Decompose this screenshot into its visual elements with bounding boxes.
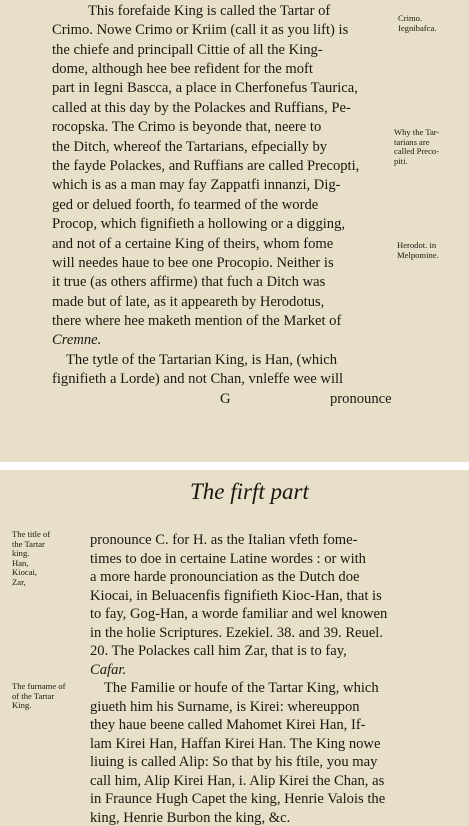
signature-mark: G	[220, 391, 231, 407]
text-line: pronounce C. for H. as the Italian vfeth fome-	[90, 532, 358, 548]
text-line: there where hee maketh mention of the Market of	[52, 313, 342, 329]
text-line: the fayde Polackes, and Ruffians are called Precopti,	[52, 158, 360, 174]
text-line: it true (as others affirme) that fuch a Ditch was	[52, 274, 326, 290]
text-line: in the holie Scriptures. Ezekiel. 38. and 39. Reuel.	[90, 625, 384, 641]
text-line: dome, although hee bee refident for the moft	[52, 61, 313, 77]
text-line: they haue beene called Mahomet Kirei Han, If-	[90, 717, 366, 733]
text-line: call him, Alip Kirei Han, i. Alip Kirei the Chan, as	[90, 773, 385, 789]
text-line: Procop, which fignifieth a hollowing or a digging,	[52, 216, 346, 232]
text-line: to fay, Gog-Han, a worde familiar and wel knowen	[90, 606, 388, 622]
text-line: lam Kirei Han, Haffan Kirei Han. The King nowe	[90, 736, 381, 752]
text-line: the chiefe and principall Cittie of all the King-	[52, 42, 323, 58]
text-line: in Fraunce Hugh Capet the king, Henrie Valois the	[90, 791, 386, 807]
catchword: pronounce	[330, 391, 392, 407]
text-line: The Familie or houfe of the Tartar King, which	[104, 680, 379, 696]
text-line: king, Henrie Burbon the king, &c.	[90, 810, 291, 826]
text-line: will needes haue to bee one Procopio. Neither is	[52, 255, 334, 271]
margin-note-crimo: Crimo. Iegnibafca.	[398, 13, 437, 33]
text-line: which is as a man may fay Zappatfi innanzi, Dig-	[52, 177, 341, 193]
text-line: 20. The Polackes call him Zar, that is to fay,	[90, 643, 347, 659]
text-line: times to doe in certaine Latine wordes : or with	[90, 551, 366, 567]
text-line: a more harde pronounciation as the Dutch doe	[90, 569, 360, 585]
page-bottom	[0, 470, 469, 826]
text-line: part in Iegni Bascca, a place in Cherfonefus Taurica,	[52, 80, 358, 96]
text-line: This forefaide King is called the Tartar of	[88, 3, 331, 19]
margin-note-precopiti: Why the Tar- tarians are called Preco- piti.	[394, 127, 440, 166]
margin-note-herodotus: Herodot. in Melpomine.	[397, 240, 439, 260]
text-line: giueth him his Surname, is Kirei: whereuppon	[90, 699, 360, 715]
page-gap	[0, 462, 469, 470]
margin-note-title: The title of the Tartar king. Han, Kiocai, Zar,	[12, 529, 51, 587]
text-line: Cremne.	[52, 332, 102, 348]
text-line: liuing is called Alip: So that by his ftile, you may	[90, 754, 378, 770]
text-line: and not of a certaine King of theirs, whom fome	[52, 236, 334, 252]
text-line: made but of late, as it appeareth by Herodotus,	[52, 294, 325, 310]
text-line: The tytle of the Tartarian King, is Han, (which	[66, 352, 338, 368]
margin-note-surname: The furname of of the Tartar King.	[12, 681, 66, 710]
text-line: called at this day by the Polackes and Ruffians, Pe-	[52, 100, 351, 116]
text-line: fignifieth a Lorde) and not Chan, vnleffe wee will	[52, 371, 344, 387]
text-line: rocopska. The Crimo is beyonde that, neere to	[52, 119, 322, 135]
text-line: Kiocai, in Beluacenfis fignifieth Kioc-Han, that is	[90, 588, 382, 604]
text-line: the Ditch, whereof the Tartarians, efpecially by	[52, 139, 328, 155]
text-line: Crimo. Nowe Crimo or Kriim (call it as you lift) is	[52, 22, 349, 38]
running-header: The firft part	[190, 479, 309, 504]
text-line: ged or delued foorth, fo tearmed of the worde	[52, 197, 319, 213]
text-line: Cafar.	[90, 662, 127, 678]
